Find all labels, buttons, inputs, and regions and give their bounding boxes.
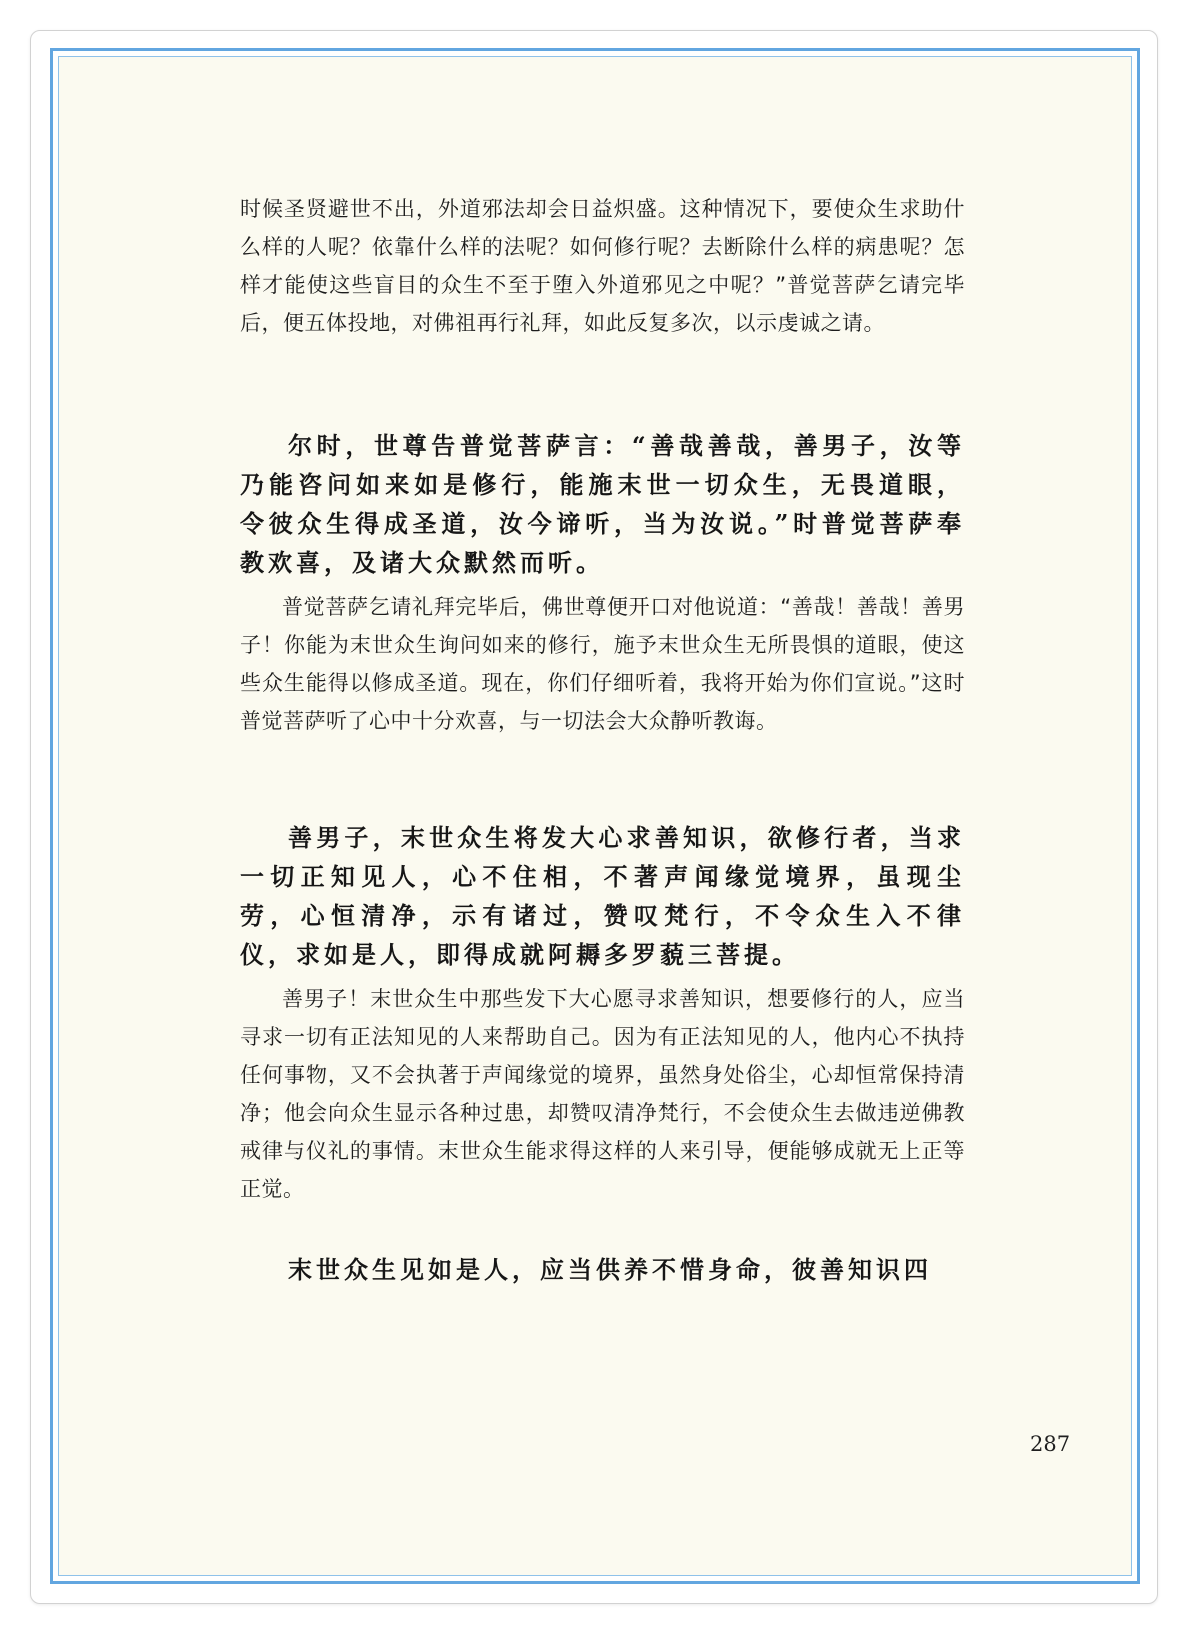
sutra-paragraph-2: 善男子，末世众生将发大心求善知识，欲修行者，当求一切正知见人，心不住相，不著声闻缘觉境界，虽现尘劳，心恒清净，示有诸过，赞叹梵行，不令众生入不律仪，求如是人，即得成就阿耨多罗藐三菩提。 bbox=[240, 823, 965, 969]
sutra-paragraph-3: 末世众生见如是人，应当供养不惜身命，彼善知识四 bbox=[288, 1255, 932, 1284]
sutra-paragraph-1: 尔时，世尊告普觉菩萨言：“善哉善哉，善男子，汝等乃能咨问如来如是修行，能施末世一切众生，无畏道眼，令彼众生得成圣道，汝今谛听，当为汝说。”时普觉菩萨奉教欢喜，及诸大众默然而听。 bbox=[240, 431, 965, 577]
translation-paragraph-3: 善男子！末世众生中那些发下大心愿寻求善知识，想要修行的人，应当寻求一切有正法知见的人来帮助自己。因为有正法知见的人，他内心不执持任何事物，又不会执著于声闻缘觉的境界，虽然身处俗尘，心却恒常保持清净；他会向众生显示各种过患，却赞叹清净梵行，不会使众生去做违逆佛教戒律与仪礼的事情。末世众生能求得这样的人来引导，便能够成就无上正等正觉。 bbox=[240, 987, 965, 1201]
translation-paragraph-1: 时候圣贤避世不出，外道邪法却会日益炽盛。这种情况下，要使众生求助什么样的人呢？依靠什么样的法呢？如何修行呢？去断除什么样的病患呢？怎样才能使这些盲目的众生不至于堕入外道邪见之中呢？”普觉菩萨乞请完毕后，便五体投地，对佛祖再行礼拜，如此反复多次，以示虔诚之请。 bbox=[240, 197, 965, 335]
page-number: 287 bbox=[1030, 1432, 1071, 1456]
translation-paragraph-2: 普觉菩萨乞请礼拜完毕后，佛世尊便开口对他说道：“善哉！善哉！善男子！你能为末世众生询问如来的修行，施予末世众生无所畏惧的道眼，使这些众生能得以修成圣道。现在，你们仔细听着，我将开始为你们宣说。”这时普觉菩萨听了心中十分欢喜，与一切法会大众静听教诲。 bbox=[240, 595, 965, 733]
